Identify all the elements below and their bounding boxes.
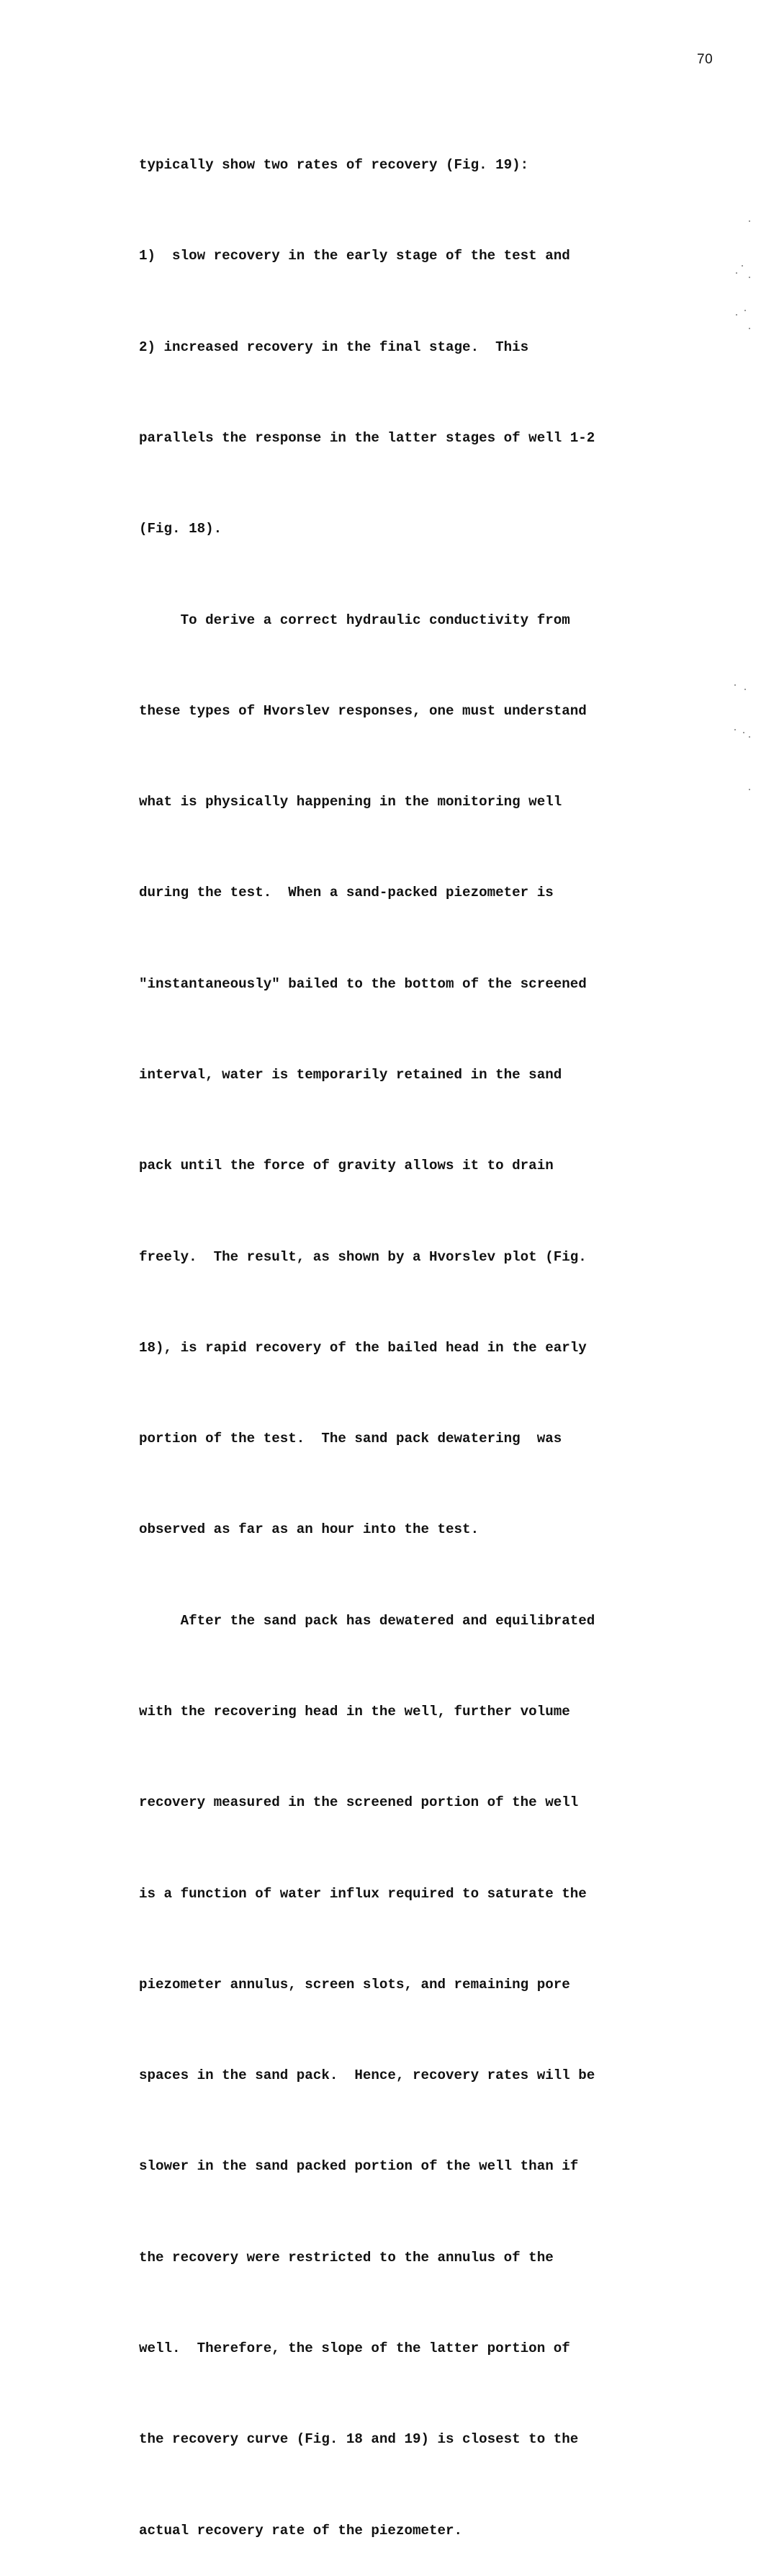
text-line: typically show two rates of recovery (Fig. 19): <box>139 157 529 174</box>
text-line: observed as far as an hour into the test. <box>139 1521 479 1538</box>
text-line: slower in the sand packed portion of the well than if <box>139 2158 579 2175</box>
scan-speck <box>734 729 736 730</box>
text-line: is a function of water influx required to saturate the <box>139 1885 587 1902</box>
text-line: the recovery were restricted to the annulus of the <box>139 2249 554 2266</box>
scan-speck <box>749 328 750 329</box>
scan-speck <box>749 277 750 278</box>
text-line: portion of the test. The sand pack dewatering was <box>139 1431 562 1447</box>
scan-speck <box>742 265 743 267</box>
text-line: these types of Hvorslev responses, one must understand <box>139 702 587 719</box>
text-line: spaces in the sand pack. Hence, recovery rates will be <box>139 2067 595 2084</box>
scan-speck <box>744 689 746 690</box>
scan-speck <box>749 789 750 790</box>
text-line: recovery measured in the screened portion of the well <box>139 1794 579 1811</box>
text-line: piezometer annulus, screen slots, and remaining pore <box>139 1976 570 1993</box>
text-line: pack until the force of gravity allows it to drain <box>139 1158 554 1174</box>
paragraph-start-line: After the sand pack has dewatered and equilibrated <box>139 1612 595 1629</box>
scan-speck <box>736 314 737 316</box>
text-line: freely. The result, as shown by a Hvorslev plot (Fig. <box>139 1248 587 1265</box>
text-line: 2) increased recovery in the final stage. This <box>139 339 529 355</box>
text-line: with the recovering head in the well, further volume <box>139 1703 570 1719</box>
text-line: "instantaneously" bailed to the bottom of the screened <box>139 975 587 992</box>
scan-speck <box>744 310 746 311</box>
scan-speck <box>743 732 744 733</box>
scan-speck <box>736 272 737 274</box>
paragraph-start-line: To derive a correct hydraulic conductivity from <box>139 612 570 628</box>
body-text <box>139 89 657 2576</box>
text-line: parallels the response in the latter stages of well 1-2 <box>139 430 595 447</box>
text-line: what is physically happening in the monitoring well <box>139 794 562 810</box>
text-line: 1) slow recovery in the early stage of the test and <box>139 248 570 264</box>
text-line: well. Therefore, the slope of the latter portion of <box>139 2340 570 2356</box>
text-line: during the test. When a sand-packed piezometer is <box>139 885 554 901</box>
scan-speck <box>749 220 750 222</box>
text-line: (Fig. 18). <box>139 521 222 537</box>
page-number: 70 <box>697 52 713 67</box>
text-line: 18), is rapid recovery of the bailed head in the early <box>139 1339 587 1356</box>
scan-speck <box>734 684 736 686</box>
text-line: interval, water is temporarily retained in the sand <box>139 1067 562 1083</box>
scan-speck <box>749 736 750 738</box>
text-line: actual recovery rate of the piezometer. <box>139 2522 463 2539</box>
text-line: the recovery curve (Fig. 18 and 19) is closest to the <box>139 2431 579 2448</box>
